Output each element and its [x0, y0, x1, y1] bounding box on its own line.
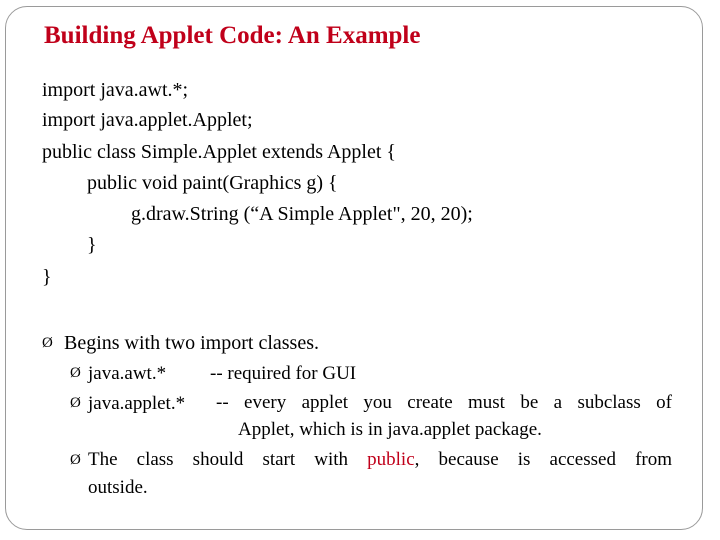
code-line-7: } — [42, 266, 52, 288]
code-line-3: public class Simple.Applet extends Applet { — [42, 141, 396, 163]
sub-bullet-awt — [70, 364, 166, 383]
awt-description: -- required for GUI — [210, 363, 357, 384]
public-description-line2: outside. — [88, 477, 148, 498]
arrow-bullet-icon: Ø — [70, 365, 81, 381]
arrow-bullet-icon: Ø — [70, 395, 81, 411]
code-line-4: public void paint(Graphics g) { — [87, 172, 338, 194]
awt-package-name: java.awt.* — [88, 363, 167, 384]
public-suffix: , because is accessed from — [414, 449, 673, 470]
slide-title: Building Applet Code: An Example — [44, 22, 421, 49]
code-line-5: g.draw.String (“A Simple Applet", 20, 20); — [131, 203, 473, 225]
main-bullet — [42, 333, 319, 353]
code-line-2: import java.applet.Applet; — [42, 109, 253, 131]
applet-package-name: java.applet.* — [88, 393, 186, 414]
public-prefix: The class should start with — [88, 449, 349, 470]
applet-description-line2: Applet, which is in java.applet package. — [238, 419, 542, 440]
main-bullet-text: Begins with two import classes. — [64, 332, 319, 354]
arrow-bullet-icon: Ø — [42, 335, 53, 351]
public-keyword: public — [367, 449, 415, 470]
code-line-1: import java.awt.*; — [42, 79, 189, 101]
sub-bullet-applet — [70, 394, 185, 413]
code-line-6: } — [87, 234, 97, 256]
arrow-bullet-icon: Ø — [70, 452, 81, 468]
public-description-line1 — [88, 447, 672, 473]
sub-bullet-public — [70, 451, 88, 470]
applet-description-line1: -- every applet you create must be a subclass of — [216, 392, 672, 413]
